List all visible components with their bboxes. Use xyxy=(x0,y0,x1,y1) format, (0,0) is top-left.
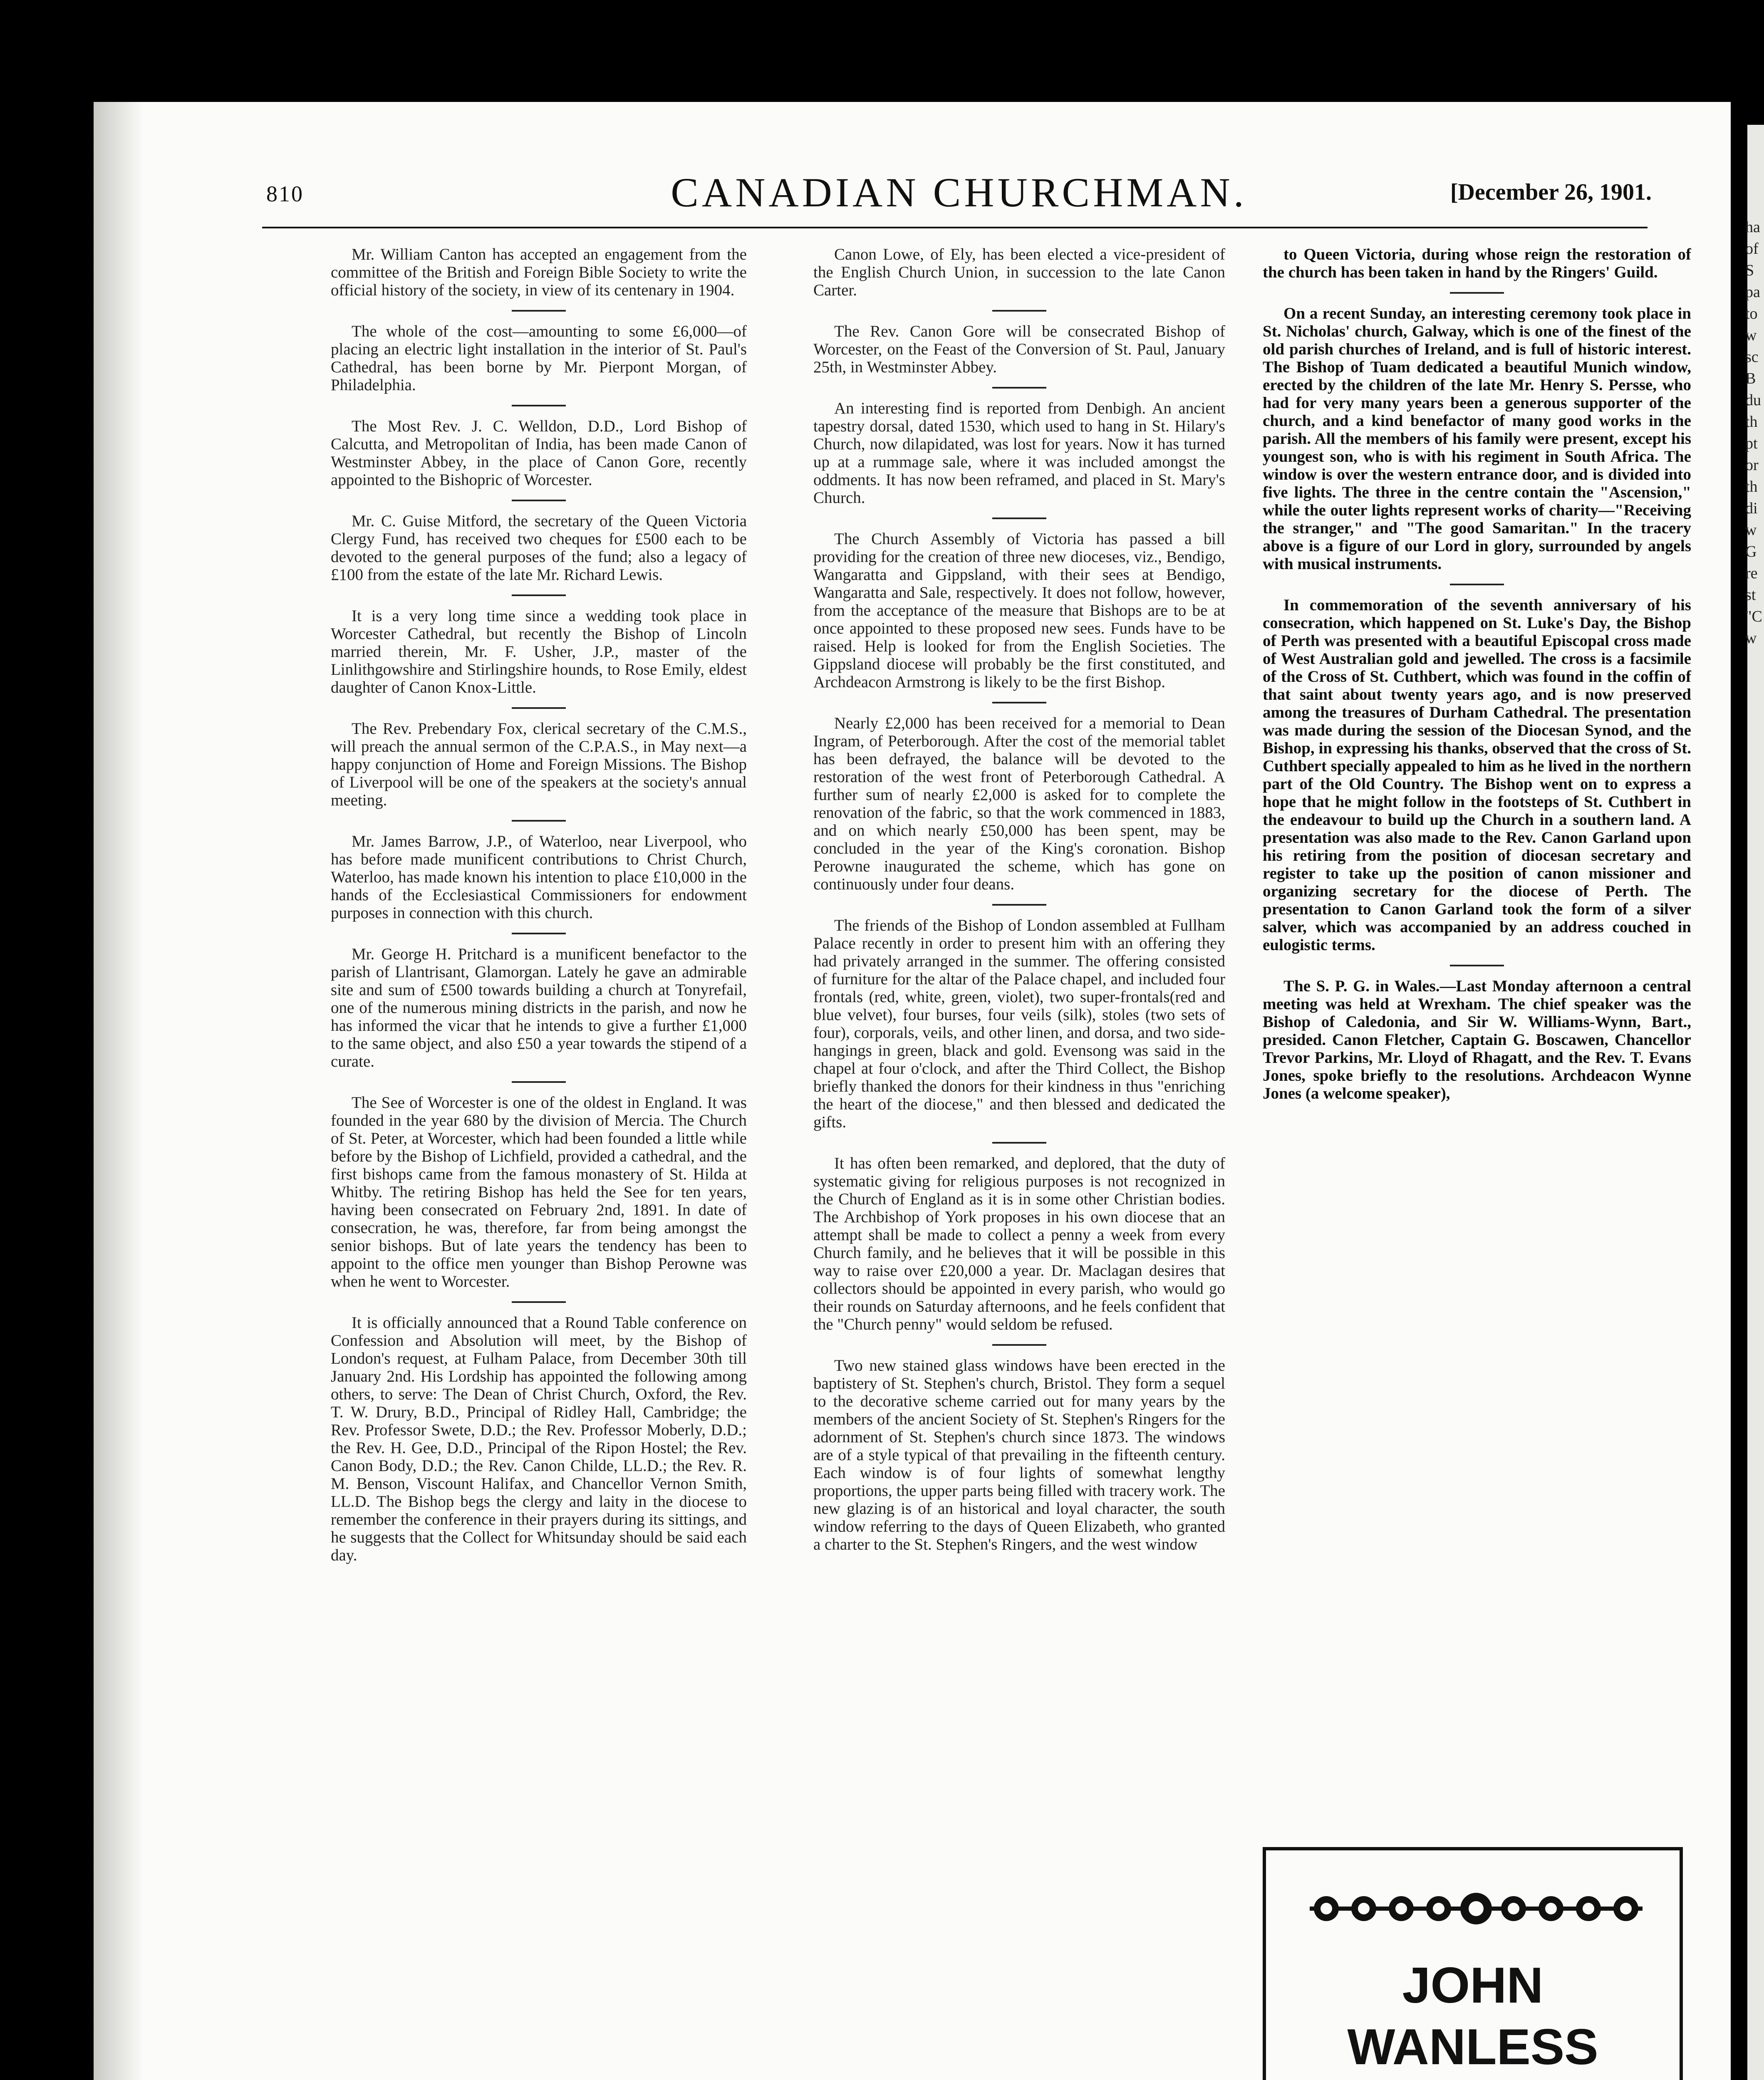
fragment-line: pt xyxy=(1745,435,1758,452)
article-paragraph: The Church Assembly of Victoria has passed a bill providing for the creation of three new dioceses, viz., Bendigo, Wangaratta and Gippsland, with their sees at Bendigo, Wangaratta and Sale, respectively. It does not follow, however, from the acceptance of the measure that Bishops are to be at once appointed to these proposed new sees. Funds have to be raised. Help is looked for from the English Societies. The Gippsland diocese will probably be the first constituted, and Archdeacon Armstrong is likely to be the first Bishop. xyxy=(813,530,1225,691)
article-paragraph: to Queen Victoria, during whose reign the restoration of the church has been taken in hand by the Ringers' Guild. xyxy=(1263,245,1691,281)
article-paragraph: An interesting find is reported from Denbigh. An ancient tapestry dorsal, dated 1530, which used to hang in St. Hilary's Church, now dilapidated, was lost for years. Now it has turned up at a rummage sale, where it was included amongst the oddments. It has now been reframed, and placed in St. Mary's Church. xyxy=(813,399,1225,507)
article-separator xyxy=(512,594,566,596)
article-separator xyxy=(992,310,1046,312)
ad-line xyxy=(1278,2078,1667,2080)
article-separator xyxy=(992,518,1046,519)
article-separator xyxy=(512,820,566,822)
column-3 xyxy=(1263,245,1691,2080)
article-paragraph: Mr. William Canton has accepted an engagement from the committee of the British and Foreign Bible Society to write the official history of the society, in view of its centenary in 1904. xyxy=(331,245,747,299)
fragment-line: w xyxy=(1745,327,1757,344)
article-separator xyxy=(512,405,566,406)
article-separator xyxy=(1450,584,1504,585)
fragment-line: or xyxy=(1745,456,1759,474)
fragment-line: S xyxy=(1745,262,1754,279)
article-separator xyxy=(512,1081,566,1083)
ad-line: JOHN WANLESS xyxy=(1347,1957,1598,2075)
fragment-line: sc xyxy=(1745,348,1759,366)
fragment-line: th xyxy=(1745,478,1758,495)
article-paragraph: Nearly £2,000 has been received for a memorial to Dean Ingram, of Peterborough. After the cost of the memorial tablet has been defrayed, the balance will be devoted to the restoration of the west front of Peterborough Cathedral. A further sum of nearly £2,000 is asked for to complete the renovation of the fabric, so that the work commenced in 1883, and on which nearly £50,000 has been spent, may be concluded in the year of the King's coronation. Bishop Perowne inaugurated the scheme, which has gone on continuously under four deans. xyxy=(813,714,1225,893)
fragment-line: w xyxy=(1745,629,1757,647)
article-separator xyxy=(1450,965,1504,966)
fragment-line: di xyxy=(1745,500,1758,517)
article-paragraph: In commemoration of the seventh anniversary of his consecration, which happened on St. Luke's Day, the Bishop of Perth was presented with a beautiful Episcopal cross made of West Australian gold and jewelled. The cross is a facsimile of the Cross of St. Cuthbert, which was found in the coffin of that saint about twenty years ago, and is now preserved among the treasures of Durham Cathedral. The presentation was made during the session of the Diocesan Synod, and the Bishop, in expressing his thanks, observed that the cross of St. Cuthbert specially appealed to him as he lived in the northern part of the Old Country. The Bishop went on to express a hope that he might follow in the footsteps of St. Cuthbert in the endeavour to build up the Church in a southern land. A presentation was also made to the Rev. Canon Garland upon his retiring from the position of diocesan secretary and register to take up the position of canon missioner and organizing secretary for the diocese of Perth. The presentation to Canon Garland took the form of a silver salver, which was accompanied by an address couched in eulogistic terms. xyxy=(1263,596,1691,954)
fragment-line: ha xyxy=(1745,218,1760,236)
article-separator xyxy=(512,310,566,312)
article-paragraph: Canon Lowe, of Ely, has been elected a vice-president of the English Church Union, in succession to the late Canon Carter. xyxy=(813,245,1225,299)
article-paragraph: On a recent Sunday, an interesting ceremony took place in St. Nicholas' church, Galway, which is one of the finest of the old parish churches of Ireland, and is full of historic interest. The Bishop of Tuam dedicated a beautiful Munich window, erected by the children of the late Mr. Henry S. Persse, who had for very many years been a generous supporter of the church, and a kind benefactor of many good works in the parish. All the members of his family were present, except his youngest son, who is with his regiment in South Africa. The window is over the western entrance door, and is divided into five lights. The three in the centre contain the "Ascension," while the outer lights represent works of charity—"Receiving the stranger," and "The good Samaritan." In the tracery above is a figure of our Lord in glory, surrounded by angels with musical instruments. xyxy=(1263,305,1691,573)
fragment-line: du xyxy=(1745,391,1761,409)
article-paragraph: The Most Rev. J. C. Welldon, D.D., Lord Bishop of Calcutta, and Metropolitan of India, has been made Canon of Westminster Abbey, in the place of Canon Gore, recently appointed to the Bishopric of Worcester. xyxy=(331,417,747,489)
next-page-text-fragment xyxy=(1745,216,1764,1964)
issue-date: [December 26, 1901. xyxy=(1450,179,1652,205)
article-paragraph: The S. P. G. in Wales.—Last Monday afternoon a central meeting was held at Wrexham. The chief speaker was the Bishop of Caledonia, and Sir W. Williams-Wynn, Bart., presided. Canon Fletcher, Captain G. Boscawen, Chancellor Trevor Parkins, Mr. Lloyd of Rhagatt, and the Rev. T. Evans Jones, spoke briefly to the resolutions. Archdeacon Wynne Jones (a welcome speaker), xyxy=(1263,977,1691,1102)
article-paragraph: The whole of the cost—amounting to some £6,000—of placing an electric light installation in the interior of St. Paul's Cathedral, has been borne by Mr. Pierpont Morgan, of Philadelphia. xyxy=(331,322,747,394)
advertisement-text xyxy=(1278,1954,1667,2080)
masthead-title: CANADIAN CHURCHMAN. xyxy=(671,169,1247,215)
ornament-border-top xyxy=(1310,1886,1643,1931)
article-separator xyxy=(992,387,1046,389)
article-separator xyxy=(512,500,566,501)
article-paragraph: The See of Worcester is one of the oldest in England. It was founded in the year 680 by the division of Mercia. The Church of St. Peter, at Worcester, which had been founded a little while before by the Bishop of Lichfield, provided a cathedral, and the first bishops came from the famous monastery of St. Hilda at Whitby. The retiring Bishop has held the See for ten years, having been consecrated on February 2nd, 1891. In date of consecration, he was, therefore, far from being amongst the senior bishops. But of late years the tendency has been to appoint to the office men younger than Bishop Perowne was when he went to Worcester. xyxy=(331,1094,747,1290)
fragment-line: w xyxy=(1745,521,1757,539)
fragment-line: of xyxy=(1745,240,1759,258)
article-paragraph: Mr. C. Guise Mitford, the secretary of the Queen Victoria Clergy Fund, has received two cheques for £500 each to be devoted to the general purposes of the fund; also a legacy of £100 from the estate of the late Mr. Richard Lewis. xyxy=(331,512,747,584)
fragment-line: th xyxy=(1745,413,1758,431)
article-separator xyxy=(992,1344,1046,1346)
fragment-line: "C xyxy=(1745,608,1762,625)
article-paragraph: The friends of the Bishop of London assembled at Fullham Palace recently in order to present him with an offering they had privately arranged in the summer. The offering consisted of furniture for the altar of the Palace chapel, and included four frontals (red, white, green, violet), two super-frontals(red and blue velvet), four burses, four veils (silk), stoles (two sets of four), corporals, veils, and other linen, and dorsa, and two side-hangings in green, black and gold. Evensong was said in the chapel at four o'clock, and after the Third Collect, the Bishop briefly thanked the donors for their kindness in thus "enriching the heart of the diocese," and then blessed and dedicated the gifts. xyxy=(813,916,1225,1131)
article-paragraph: It is officially announced that a Round Table conference on Confession and Absolution will meet, by the Bishop of London's request, at Fulham Palace, from December 30th till January 2nd. His Lordship has appointed the following among others, to serve: The Dean of Christ Church, Oxford, the Rev. T. W. Drury, B.D., Principal of Ridley Hall, Cambridge; the Rev. Professor Swete, D.D.; the Rev. Professor Moberly, D.D.; the Rev. H. Gee, D.D., Principal of the Ripon Hostel; the Rev. Canon Body, D.D.; the Rev. Canon Childe, LL.D.; the Rev. R. M. Benson, Viscount Halifax, and Chancellor Vernon Smith, LL.D. The Bishop begs the clergy and laity in the diocese to remember the conference in their prayers during its sittings, and he suggests that the Collect for Whitsunday should be said each day. xyxy=(331,1314,747,1564)
article-paragraph: The Rev. Canon Gore will be consecrated Bishop of Worcester, on the Feast of the Conversion of St. Paul, January 25th, in Westminster Abbey. xyxy=(813,322,1225,376)
fragment-line: re xyxy=(1745,565,1758,582)
page-number: 810 xyxy=(266,181,304,206)
column-1 xyxy=(331,245,747,2080)
jeweller-advertisement xyxy=(1263,1847,1683,2080)
article-separator xyxy=(992,904,1046,906)
article-separator xyxy=(512,933,566,934)
article-paragraph: Mr. George H. Pritchard is a munificent benefactor to the parish of Llantrisant, Glamorgan. Lately he gave an admirable site and sum of £500 towards building a church at Tonyrefail, one of the numerous mining districts in the parish, and now he has informed the vicar that he intends to give a further £1,000 to the same object, and also £50 a year towards the stipend of a curate. xyxy=(331,945,747,1070)
article-paragraph: Two new stained glass windows have been erected in the baptistery of St. Stephen's church, Bristol. They form a sequel to the decorative scheme carried out for many years by the members of the ancient Society of St. Stephen's Ringers for the adornment of St. Stephen's church since 1873. The windows are of a style typical of that prevailing in the fifteenth century. Each window is of four lights of somewhat lengthy proportions, the upper parts being filled with tracery work. The new glazing is of an historical and loyal character, the south window referring to the days of Queen Elizabeth, who granted a charter to the St. Stephen's Ringers, and the west window xyxy=(813,1357,1225,1553)
page-header xyxy=(266,168,1652,223)
article-separator xyxy=(992,702,1046,703)
article-separator xyxy=(512,707,566,709)
column-2 xyxy=(813,245,1225,2080)
article-separator xyxy=(1450,292,1504,294)
article-paragraph: The Rev. Prebendary Fox, clerical secretary of the C.M.S., will preach the annual sermon of the C.P.A.S., in May next—a happy conjunction of Home and Foreign Missions. The Bishop of Liverpool will be one of the speakers at the society's annual meeting. xyxy=(331,720,747,809)
article-paragraph: It is a very long time since a wedding took place in Worcester Cathedral, but recently the Bishop of Lincoln married therein, Mr. F. Usher, J.P., master of the Linlithgowshire and Stirlingshire hounds, to Rose Emily, eldest daughter of Canon Knox-Little. xyxy=(331,607,747,696)
header-rule xyxy=(262,227,1648,228)
fragment-line: pa xyxy=(1745,283,1760,301)
fragment-line: st xyxy=(1745,586,1756,604)
article-paragraph: Mr. James Barrow, J.P., of Waterloo, near Liverpool, who has before made munificent contributions to Christ Church, Waterloo, has made known his intention to place £10,000 in the hands of the Ecclesiastical Commissioners for endowment purposes in connection with this church. xyxy=(331,832,747,922)
fragment-line: B xyxy=(1745,370,1756,387)
article-paragraph: It has often been remarked, and deplored, that the duty of systematic giving for religious purposes is not recognized in the Church of England as it is in some other Christian bodies. The Archbishop of York proposes in his own diocese that an attempt shall be made to collect a penny a week from every Church family, and he believes that it will be possible in this way to raise over £20,000 a year. Dr. Maclagan desires that collectors should be appointed in every parish, who would go their rounds on Saturday afternoons, and he feels confident that the "Church penny" would seldom be refused. xyxy=(813,1154,1225,1333)
fragment-line: G xyxy=(1745,543,1757,560)
article-separator xyxy=(512,1301,566,1303)
fragment-line: to xyxy=(1745,305,1758,322)
article-separator xyxy=(992,1142,1046,1144)
